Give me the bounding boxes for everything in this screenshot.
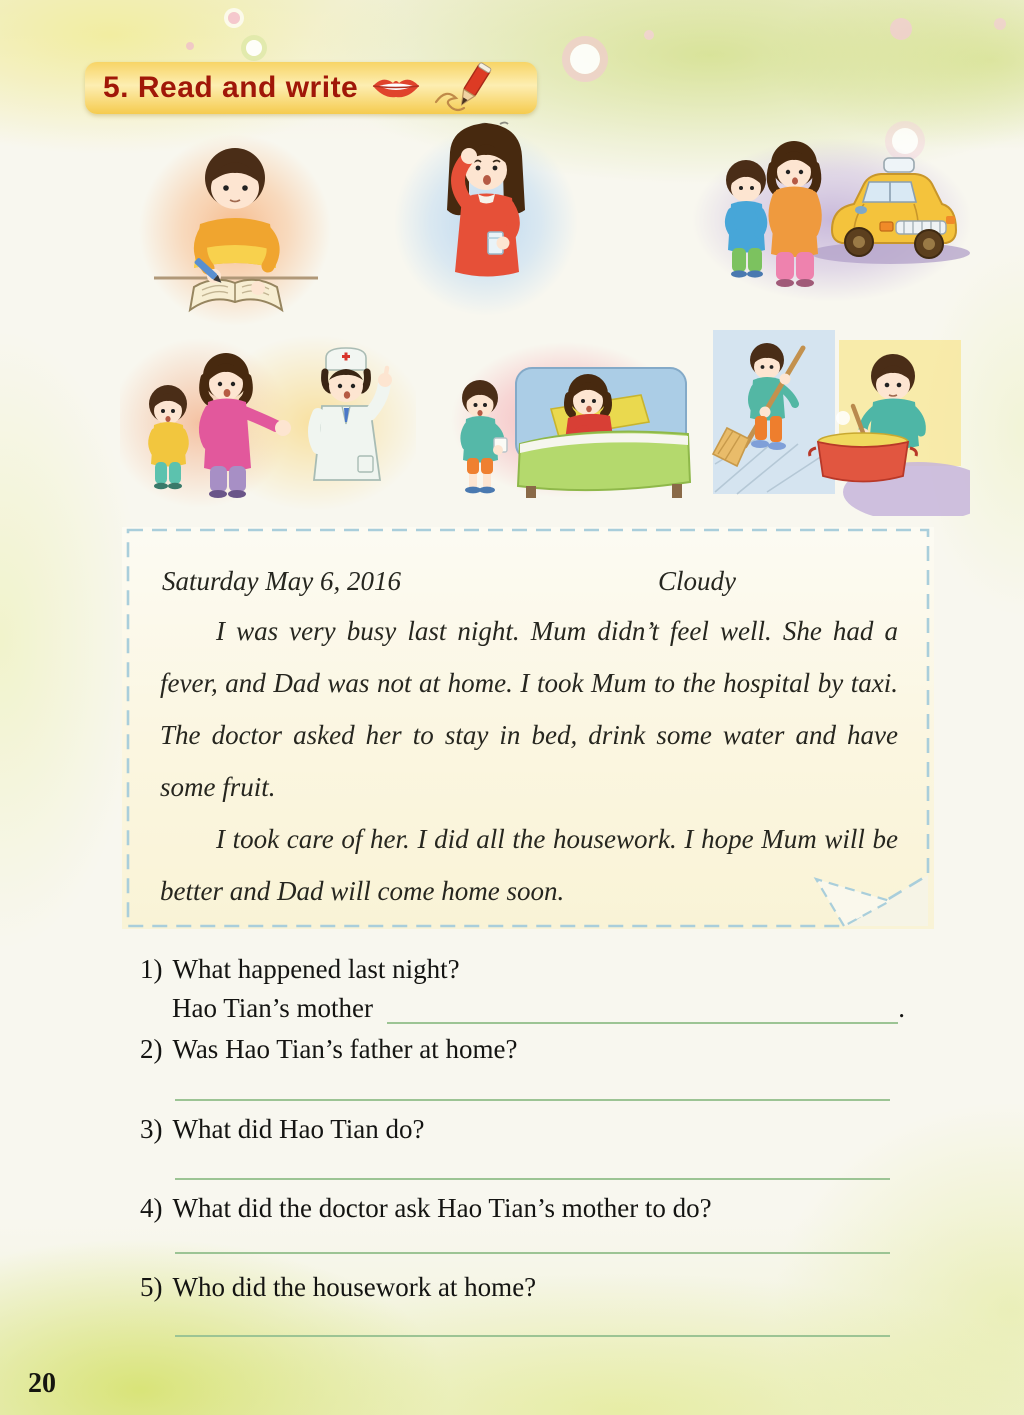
decorative-dot bbox=[228, 12, 240, 24]
question-text: Was Hao Tian’s father at home? bbox=[172, 1034, 518, 1064]
illustration-boy-writing bbox=[138, 126, 334, 332]
section-header bbox=[85, 62, 537, 114]
answer-line[interactable] bbox=[175, 1335, 890, 1337]
answer-line[interactable] bbox=[387, 992, 898, 1024]
page-number: 20 bbox=[28, 1368, 56, 1399]
answer-line[interactable] bbox=[175, 1178, 890, 1180]
question-number: 4) bbox=[140, 1193, 163, 1223]
answer-line[interactable] bbox=[175, 1252, 890, 1254]
pencil-icon bbox=[428, 62, 492, 114]
diary-date: Saturday May 6, 2016 bbox=[162, 566, 401, 596]
diary-weather: Cloudy bbox=[658, 566, 736, 596]
lips-icon bbox=[370, 73, 422, 103]
question-5 bbox=[140, 1272, 536, 1303]
answer-prefix: Hao Tian’s mother bbox=[172, 993, 374, 1023]
diary-dateline bbox=[160, 555, 898, 597]
question-number: 3) bbox=[140, 1114, 163, 1144]
decorative-dot bbox=[890, 18, 912, 40]
decorative-dot bbox=[994, 18, 1006, 30]
illustration-mother-sick bbox=[390, 110, 582, 322]
diary-entry-box bbox=[122, 527, 934, 929]
illustration-housework bbox=[703, 324, 970, 516]
question-text: What happened last night? bbox=[172, 954, 460, 984]
diary-paragraph-1: I was very busy last night. Mum didn’t feel well. She had a fever, and Dad was not at home. I took Mum to the hospital by taxi. The doctor asked her to stay in bed, drink some water and have some fruit. bbox=[160, 616, 898, 802]
illustration-taxi bbox=[652, 120, 970, 306]
question-1-answer-row bbox=[172, 992, 905, 1024]
question-2 bbox=[140, 1034, 518, 1065]
decorative-dot bbox=[570, 44, 600, 74]
answer-suffix: . bbox=[898, 993, 905, 1023]
decorative-dot bbox=[246, 40, 262, 56]
question-text: What did Hao Tian do? bbox=[172, 1114, 425, 1144]
diary-paragraph-2: I took care of her. I did all the housework. I hope Mum will be better and Dad will come home soon. bbox=[160, 824, 898, 906]
question-3 bbox=[140, 1114, 424, 1145]
question-number: 5) bbox=[140, 1272, 163, 1302]
decorative-dot bbox=[186, 42, 194, 50]
illustration-mother-in-bed bbox=[436, 332, 702, 512]
section-title: 5. Read and write bbox=[103, 71, 359, 104]
decorative-dot bbox=[644, 30, 654, 40]
header-icons bbox=[370, 62, 492, 114]
illustration-doctor-visit bbox=[120, 328, 416, 518]
question-number: 1) bbox=[140, 954, 163, 984]
question-number: 2) bbox=[140, 1034, 163, 1064]
question-1 bbox=[140, 954, 460, 985]
question-4 bbox=[140, 1193, 712, 1224]
question-text: What did the doctor ask Hao Tian’s mother to do? bbox=[172, 1193, 712, 1223]
diary-content bbox=[122, 527, 934, 929]
answer-line[interactable] bbox=[175, 1099, 890, 1101]
question-text: Who did the housework at home? bbox=[172, 1272, 537, 1302]
